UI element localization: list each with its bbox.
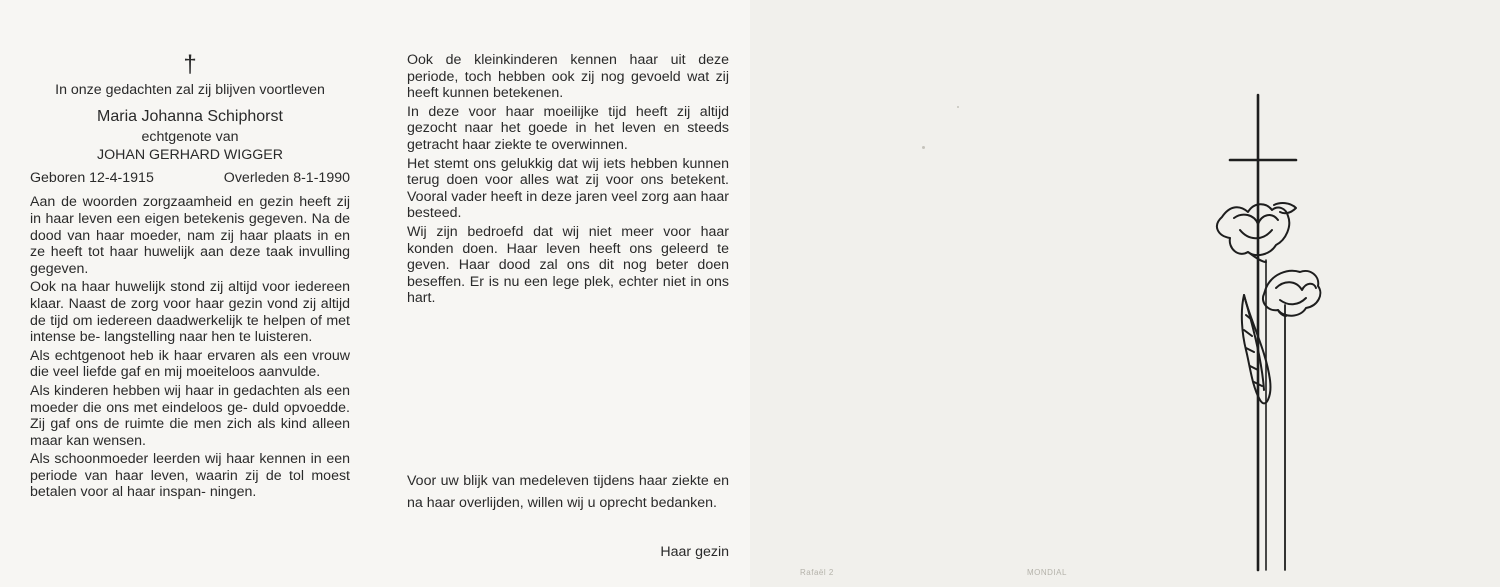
print-code-left: Rafaël 2 [800, 568, 834, 577]
paragraph: Het stemt ons gelukkig dat wij iets hebben kunnen terug doen voor alles wat zij voor ons betekent. Vooral vader heeft in deze jaren veel zorg aan haar besteed. [407, 155, 729, 222]
paragraph: Als schoonmoeder leerden wij haar kennen in een periode van haar leven, waarin zij de tol moest betalen voor al haar inspan- ningen. [30, 451, 350, 501]
death-date: Overleden 8-1-1990 [223, 169, 350, 186]
paragraph: In deze voor haar moeilijke tijd heeft zij altijd gezocht naar het goede in het leven en steeds getracht haar ziekte te overwinnen. [407, 103, 729, 153]
middle-column [407, 52, 729, 309]
deceased-name: Maria Johanna Schiphorst [97, 107, 283, 125]
birth-date: Geboren 12-4-1915 [30, 169, 154, 186]
intro-line: In onze gedachten zal zij blijven voortleven [55, 82, 325, 98]
cross-with-roses-icon [1200, 90, 1340, 575]
paragraph: Ook de kleinkinderen kennen haar uit deze periode, toch hebben ook zij nog gevoeld wat zij heeft kunnen betekenen. [407, 52, 729, 102]
paragraph: Aan de woorden zorgzaamheid en gezin heeft zij in haar leven een eigen betekenis gegeven. Na de dood van haar moeder, nam zij haar plaats in en ze heeft tot haar huwelijk aan deze taak invulling gegeven. [30, 194, 350, 277]
paper-speck [957, 106, 959, 108]
paragraph: Wij zijn bedroefd dat wij niet meer voor haar konden doen. Haar leven heeft ons geleerd te geven. Haar dood zal ons dit nog beter doen beseffen. Er is nu een lege plek, echter niet in ons hart. [407, 223, 729, 307]
thank-you-note: Voor uw blijk van medeleven tijdens haar ziekte en na haar overlijden, willen wij u oprecht bedanken. [407, 473, 729, 511]
life-dates [30, 170, 350, 187]
paragraph: Als echtgenoot heb ik haar ervaren als een vrouw die veel liefde gaf en mij moeiteloos aanvulde. [30, 347, 350, 381]
spouse-name: JOHAN GERHARD WIGGER [96, 147, 284, 164]
cross-icon: † [183, 51, 197, 78]
paragraph: Ook na haar huwelijk stond zij altijd voor iedereen klaar. Naast de zorg voor haar gezin vond zij altijd de tijd om iedereen daadwerkelijk te helpen of met intense be- langstelling naar hen te luisteren. [30, 279, 350, 346]
memorial-card-cover [750, 0, 1500, 587]
left-body [30, 194, 350, 501]
left-column [30, 52, 350, 503]
signature: Haar gezin [660, 544, 729, 560]
paragraph: Als kinderen hebben wij haar in gedachten als een moeder die ons met eindeloos ge- duld opvoedde. Zij gaf ons de ruimte die men zich als kind alleen maar kan wensen. [30, 382, 350, 449]
print-code-right: MONDIAL [1027, 568, 1067, 577]
spouse-label: echtgenote van [141, 128, 239, 145]
paper-speck [922, 146, 925, 149]
